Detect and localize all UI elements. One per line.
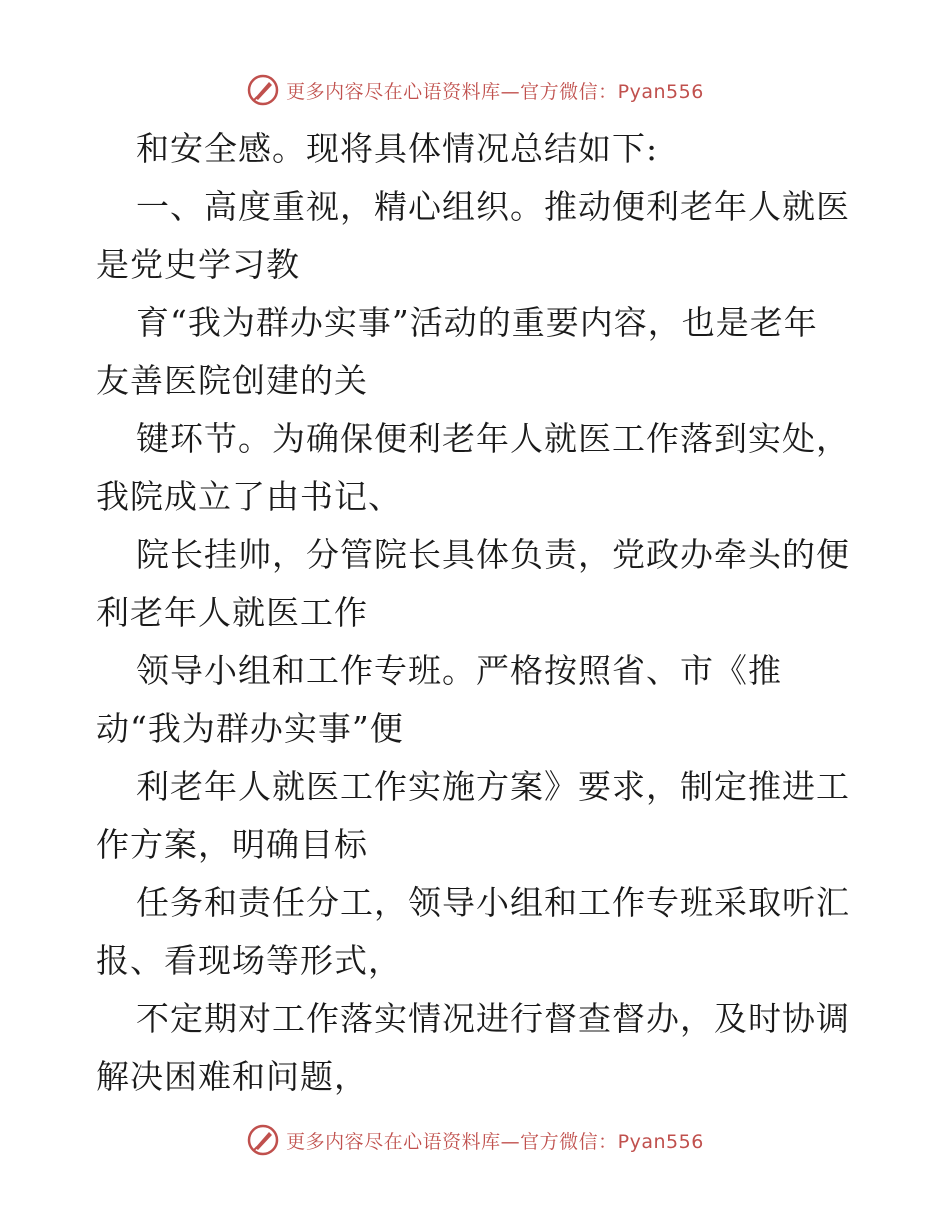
text-line: 是党史学习教 [96,245,300,284]
document-body [96,120,856,1106]
text-line: 和安全感。现将具体情况总结如下: [136,129,659,168]
text-line: 院长挂帅，分管院长具体负责，党政办牵头的便 [136,535,850,574]
text-line: 不定期对工作落实情况进行督查督办，及时协调 [136,999,850,1038]
text-line: 动“我为群办实事”便 [96,709,404,748]
text-line: 键环节。为确保便利老年人就医工作落到实处， [136,419,850,458]
text-line: 利老年人就医工作 [96,593,368,632]
text-line: 领导小组和工作专班。严格按照省、市《推 [136,651,782,690]
quill-logo-icon [246,1123,280,1157]
text-line: 友善医院创建的关 [96,361,368,400]
footer-banner-text: 更多内容尽在心语资料库—官方微信：Pyan556 [286,1130,704,1153]
text-line: 作方案，明确目标 [96,825,368,864]
text-line: 解决困难和问题， [96,1057,368,1096]
text-line: 育“我为群办实事”活动的重要内容，也是老年 [136,303,818,342]
text-line: 任务和责任分工，领导小组和工作专班采取听汇 [136,883,850,922]
text-line: 一、高度重视，精心组织。推动便利老年人就医 [136,187,850,226]
footer-banner [0,1120,950,1160]
text-line: 我院成立了由书记、 [96,477,402,516]
text-line: 报、看现场等形式， [96,941,402,980]
header-banner-text: 更多内容尽在心语资料库—官方微信：Pyan556 [286,80,704,103]
header-banner [0,70,950,110]
quill-logo-icon [246,73,280,107]
text-line: 利老年人就医工作实施方案》要求，制定推进工 [136,767,850,806]
